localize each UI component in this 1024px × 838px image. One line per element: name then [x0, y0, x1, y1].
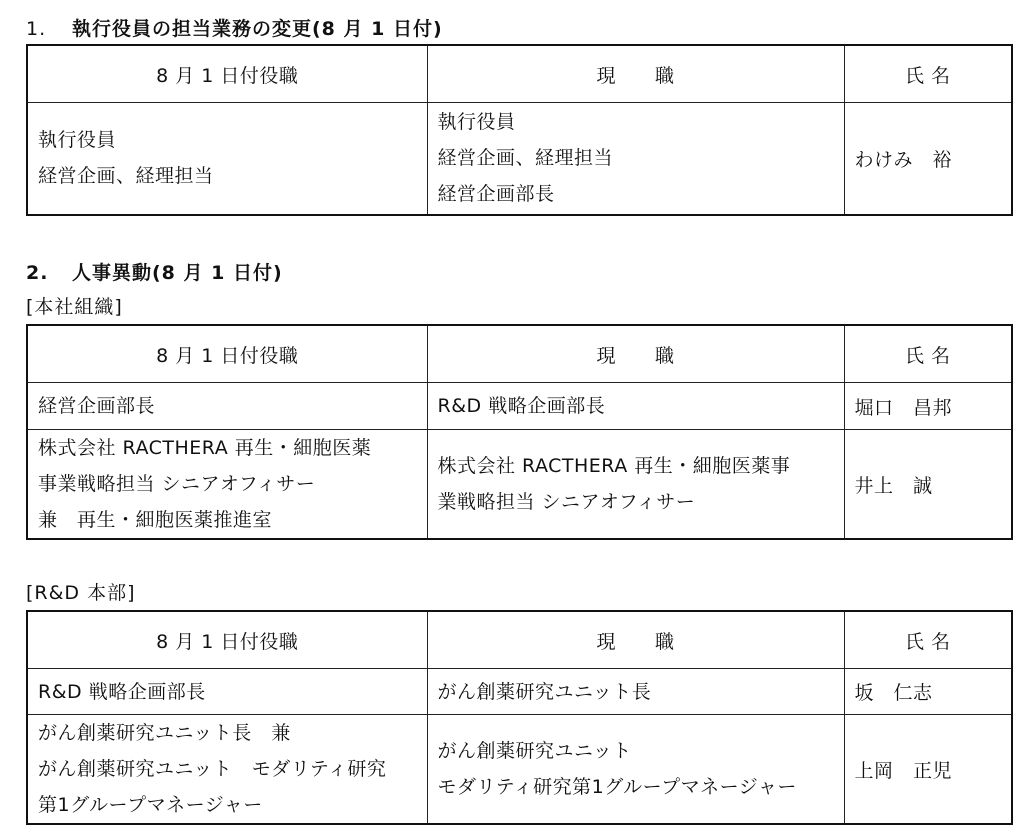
group1-table [26, 324, 1013, 540]
name-cell: 井上 誠 [844, 430, 1012, 540]
header-name: 氏 名 [844, 325, 1012, 383]
name-cell: わけみ 裕 [844, 103, 1012, 215]
table-row [27, 103, 1012, 215]
table-row [27, 430, 1012, 540]
group1-label: [本社組織] [26, 296, 123, 318]
header-new-position: 8 月 1 日付役職 [27, 45, 427, 103]
section1-number: 1. [26, 18, 47, 40]
table-row [27, 715, 1012, 825]
section1-heading [26, 14, 443, 41]
new-position-cell: 株式会社 RACTHERA 再生・細胞医薬 事業戦略担当 シニアオフィサー 兼 再生・細胞医薬推進室 [27, 430, 427, 540]
table-header-row [27, 611, 1012, 669]
table-header-row [27, 325, 1012, 383]
group2-label: [R&D 本部] [26, 582, 136, 604]
table-row [27, 669, 1012, 715]
group2-table [26, 610, 1013, 825]
name-cell: 堀口 昌邦 [844, 383, 1012, 430]
header-current-position: 現 職 [427, 611, 844, 669]
section1-table [26, 44, 1013, 216]
current-position-cell: がん創薬研究ユニット モダリティ研究第1グループマネージャー [427, 715, 844, 825]
new-position-cell: 経営企画部長 [27, 383, 427, 430]
current-position-cell: 執行役員 経営企画、経理担当 経営企画部長 [427, 103, 844, 215]
section2-number: 2. [26, 262, 49, 284]
header-current-position: 現 職 [427, 325, 844, 383]
current-position-cell: R&D 戦略企画部長 [427, 383, 844, 430]
new-position-cell: 執行役員 経営企画、経理担当 [27, 103, 427, 215]
section2-heading [26, 258, 283, 285]
current-position-cell: 株式会社 RACTHERA 再生・細胞医薬事 業戦略担当 シニアオフィサー [427, 430, 844, 540]
new-position-cell: R&D 戦略企画部長 [27, 669, 427, 715]
header-name: 氏 名 [844, 45, 1012, 103]
current-position-cell: がん創薬研究ユニット長 [427, 669, 844, 715]
name-cell: 坂 仁志 [844, 669, 1012, 715]
name-cell: 上岡 正児 [844, 715, 1012, 825]
table-header-row [27, 45, 1012, 103]
header-new-position: 8 月 1 日付役職 [27, 611, 427, 669]
section2-title: 人事異動(8 月 1 日付) [72, 262, 283, 284]
header-name: 氏 名 [844, 611, 1012, 669]
header-new-position: 8 月 1 日付役職 [27, 325, 427, 383]
table-row [27, 383, 1012, 430]
header-current-position: 現 職 [427, 45, 844, 103]
new-position-cell: がん創薬研究ユニット長 兼 がん創薬研究ユニット モダリティ研究 第1グループマネージャー [27, 715, 427, 825]
section1-title: 執行役員の担当業務の変更(8 月 1 日付) [72, 18, 443, 40]
